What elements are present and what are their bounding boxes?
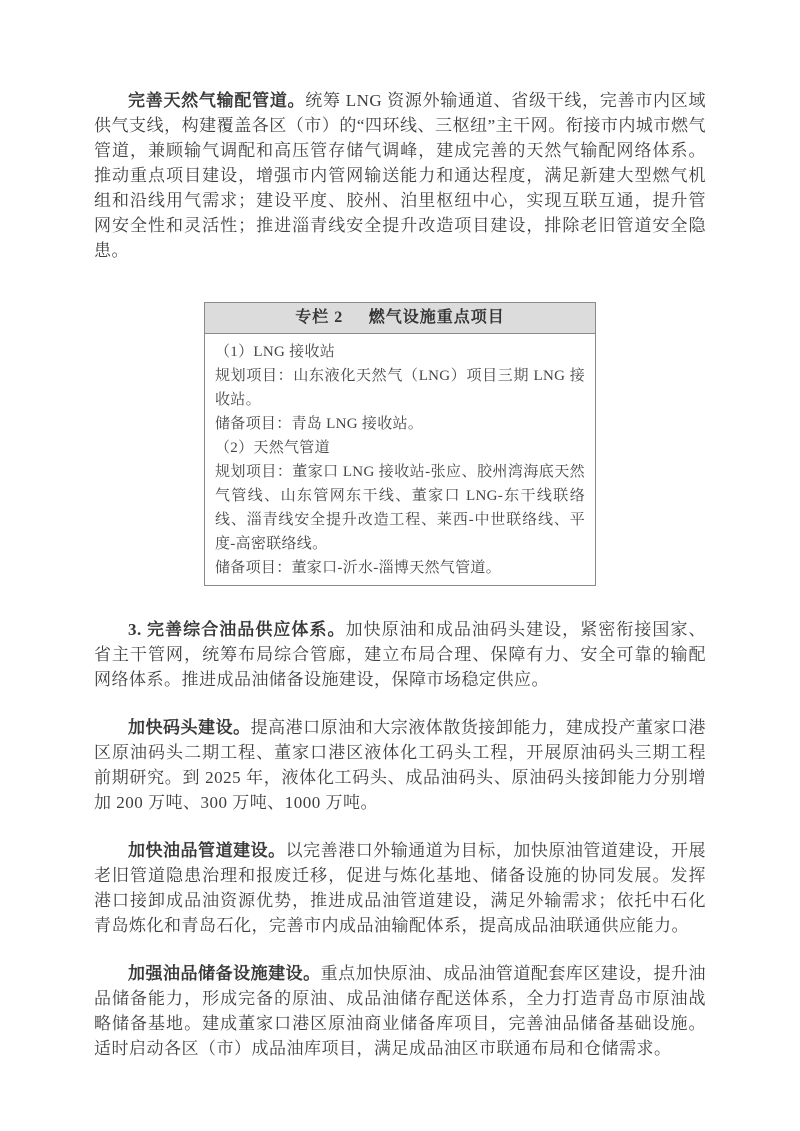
paragraph-lead: 加快油品管道建设。 xyxy=(128,841,286,860)
paragraph-wharf-construction xyxy=(94,715,706,815)
paragraph-gas-pipeline-network xyxy=(94,88,706,263)
paragraph-lead: 加快码头建设。 xyxy=(128,718,251,737)
paragraph-body: 统筹 LNG 资源外输通道、省级干线，完善市内区域供气支线，构建覆盖各区（市）的“四环线、三枢纽”主干网。衔接市内城市燃气管道，兼顾输气调配和高压管存储气调峰，建成完善的天然气输配网络体系。推动重点项目建设，增强市内管网输送能力和通达程度，满足新建大型燃气机组和沿线用气需求；建设平度、胶州、泊里枢纽中心，实现互联互通，提升管网安全性和灵活性；推进淄青线安全提升改造项目建设，排除老旧管道安全隐患。 xyxy=(94,91,707,260)
box-row-planned-pipeline-projects: 规划项目：董家口 LNG 接收站-张应、胶州湾海底天然气管线、山东管网东干线、董家口 LNG-东干线联络线、淄青线安全提升改造工程、莱西-中世联络线、平度-高密联络线。 xyxy=(215,464,585,552)
column-box-gas-facility-projects xyxy=(204,302,596,586)
paragraph-body: 加快原油和成品油码头建设，紧密衔接国家、省主干管网，统筹布局综合管廊，建立布局合理、保障有力、安全可靠的输配网络体系。推进成品油储备设施建设，保障市场稳定供应。 xyxy=(94,620,707,689)
box-row-planned-lng-projects: 规划项目：山东液化天然气（LNG）项目三期 LNG 接收站。 xyxy=(215,368,585,408)
box-row-lng-terminal-heading: （1）LNG 接收站 xyxy=(215,344,336,360)
column-box-header xyxy=(205,303,595,334)
paragraph-oil-pipeline-construction xyxy=(94,838,706,938)
paragraph-lead: 加强油品储备设施建设。 xyxy=(128,964,321,983)
column-box-title: 燃气设施重点项目 xyxy=(368,309,505,326)
paragraph-body: 重点加快原油、成品油管道配套库区建设，提升油品储备能力，形成完备的原油、成品油储存配送体系，全力打造青岛市原油战略储备基地。建成董家口港区原油商业储备库项目，完善油品储备基础设施。适时启动各区（市）成品油库项目，满足成品油区市联通布局和仓储需求。 xyxy=(94,964,706,1058)
paragraph-body: 提高港口原油和大宗液体散货接卸能力，建成投产董家口港区原油码头二期工程、董家口港区液体化工码头工程，开展原油码头三期工程前期研究。到 2025 年，液体化工码头、成品油码头、原油码头接卸能力分别增加 200 万吨、300 万吨、1000 万吨。 xyxy=(94,718,706,812)
paragraph-oil-reserve-facilities xyxy=(94,961,706,1061)
column-box-body xyxy=(205,334,595,585)
column-box-number: 专栏 2 xyxy=(295,309,344,326)
box-row-gas-pipeline-heading: （2）天然气管道 xyxy=(215,440,330,456)
paragraph-lead: 完善天然气输配管道。 xyxy=(128,91,306,110)
box-row-reserve-lng-projects: 储备项目：青岛 LNG 接收站。 xyxy=(215,416,424,432)
document-content xyxy=(94,88,706,1084)
paragraph-oil-supply-system xyxy=(94,617,706,692)
paragraph-body: 以完善港口外输通道为目标，加快原油管道建设，开展老旧管道隐患治理和报废迁移，促进与炼化基地、储备设施的协同发展。发挥港口接卸成品油资源优势，推进成品油管道建设，满足外输需求；依托中石化青岛炼化和青岛石化，完善市内成品油输配体系，提高成品油联通供应能力。 xyxy=(94,841,706,935)
paragraph-lead: 3. 完善综合油品供应体系。 xyxy=(128,620,346,639)
box-row-reserve-pipeline-projects: 储备项目：董家口-沂水-淄博天然气管道。 xyxy=(215,560,501,576)
